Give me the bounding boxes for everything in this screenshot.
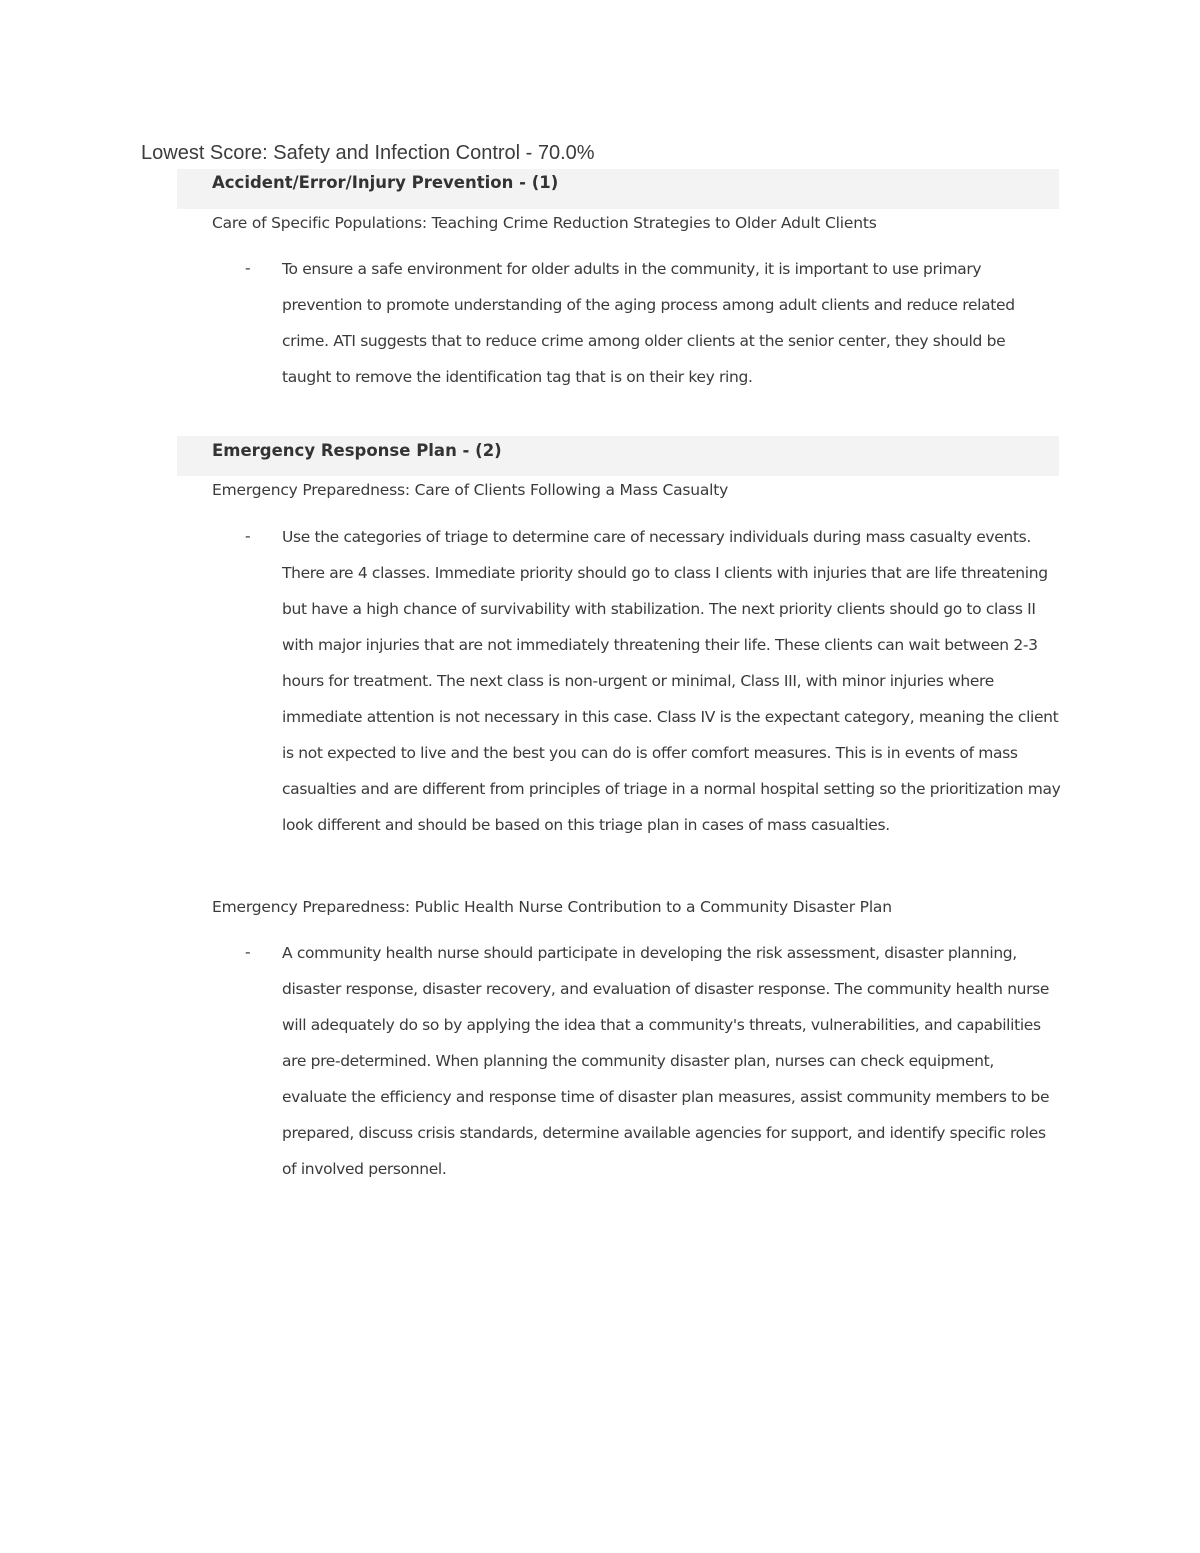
- bullet-marker: -: [245, 943, 251, 961]
- page-title: Lowest Score: Safety and Infection Control - 70.0%: [141, 142, 595, 164]
- bullet-marker: -: [245, 527, 251, 545]
- bullet-text: To ensure a safe environment for older adults in the community, it is important to use primary prevention to promote understanding of the aging process among adult clients and reduce related crime. ATI suggests that to reduce crime among older clients at the senior center, they should be taught to remove the identification tag that is on their key ring.: [282, 260, 1015, 386]
- topic-title: Emergency Preparedness: Care of Clients Following a Mass Casualty: [212, 481, 729, 499]
- bullet-text: Use the categories of triage to determine care of necessary individuals during mass casualty events. There are 4 classes. Immediate priority should go to class I clients with injuries that are life threatening but have a high chance of survivability with stabilization. The next priority clients should go to class II with major injuries that are not immediately threatening their life. These clients can wait between 2-3 hours for treatment. The next class is non-urgent or minimal, Class III, with minor injuries where immediate attention is not necessary in this case. Class IV is the expectant category, meaning the client is not expected to live and the best you can do is offer comfort measures. This is in events of mass casualties and are different from principles of triage in a normal hospital setting so the prioritization may look different and should be based on this triage plan in cases of mass casualties.: [282, 528, 1061, 834]
- section-heading: Emergency Response Plan - (2): [212, 441, 502, 460]
- section-heading: Accident/Error/Injury Prevention - (1): [212, 173, 559, 192]
- bullet-text: A community health nurse should participate in developing the risk assessment, disaster planning, disaster response, disaster recovery, and evaluation of disaster response. The community health nurse will adequately do so by applying the idea that a community's threats, vulnerabilities, and capabilities are pre-determined. When planning the community disaster plan, nurses can check equipment, evaluate the efficiency and response time of disaster plan measures, assist community members to be prepared, discuss crisis standards, determine available agencies for support, and identify specific roles of involved personnel.: [282, 944, 1050, 1178]
- topic-title: Care of Specific Populations: Teaching Crime Reduction Strategies to Older Adult Clients: [212, 214, 877, 232]
- bullet-marker: -: [245, 259, 251, 277]
- topic-title: Emergency Preparedness: Public Health Nurse Contribution to a Community Disaster Plan: [212, 898, 892, 916]
